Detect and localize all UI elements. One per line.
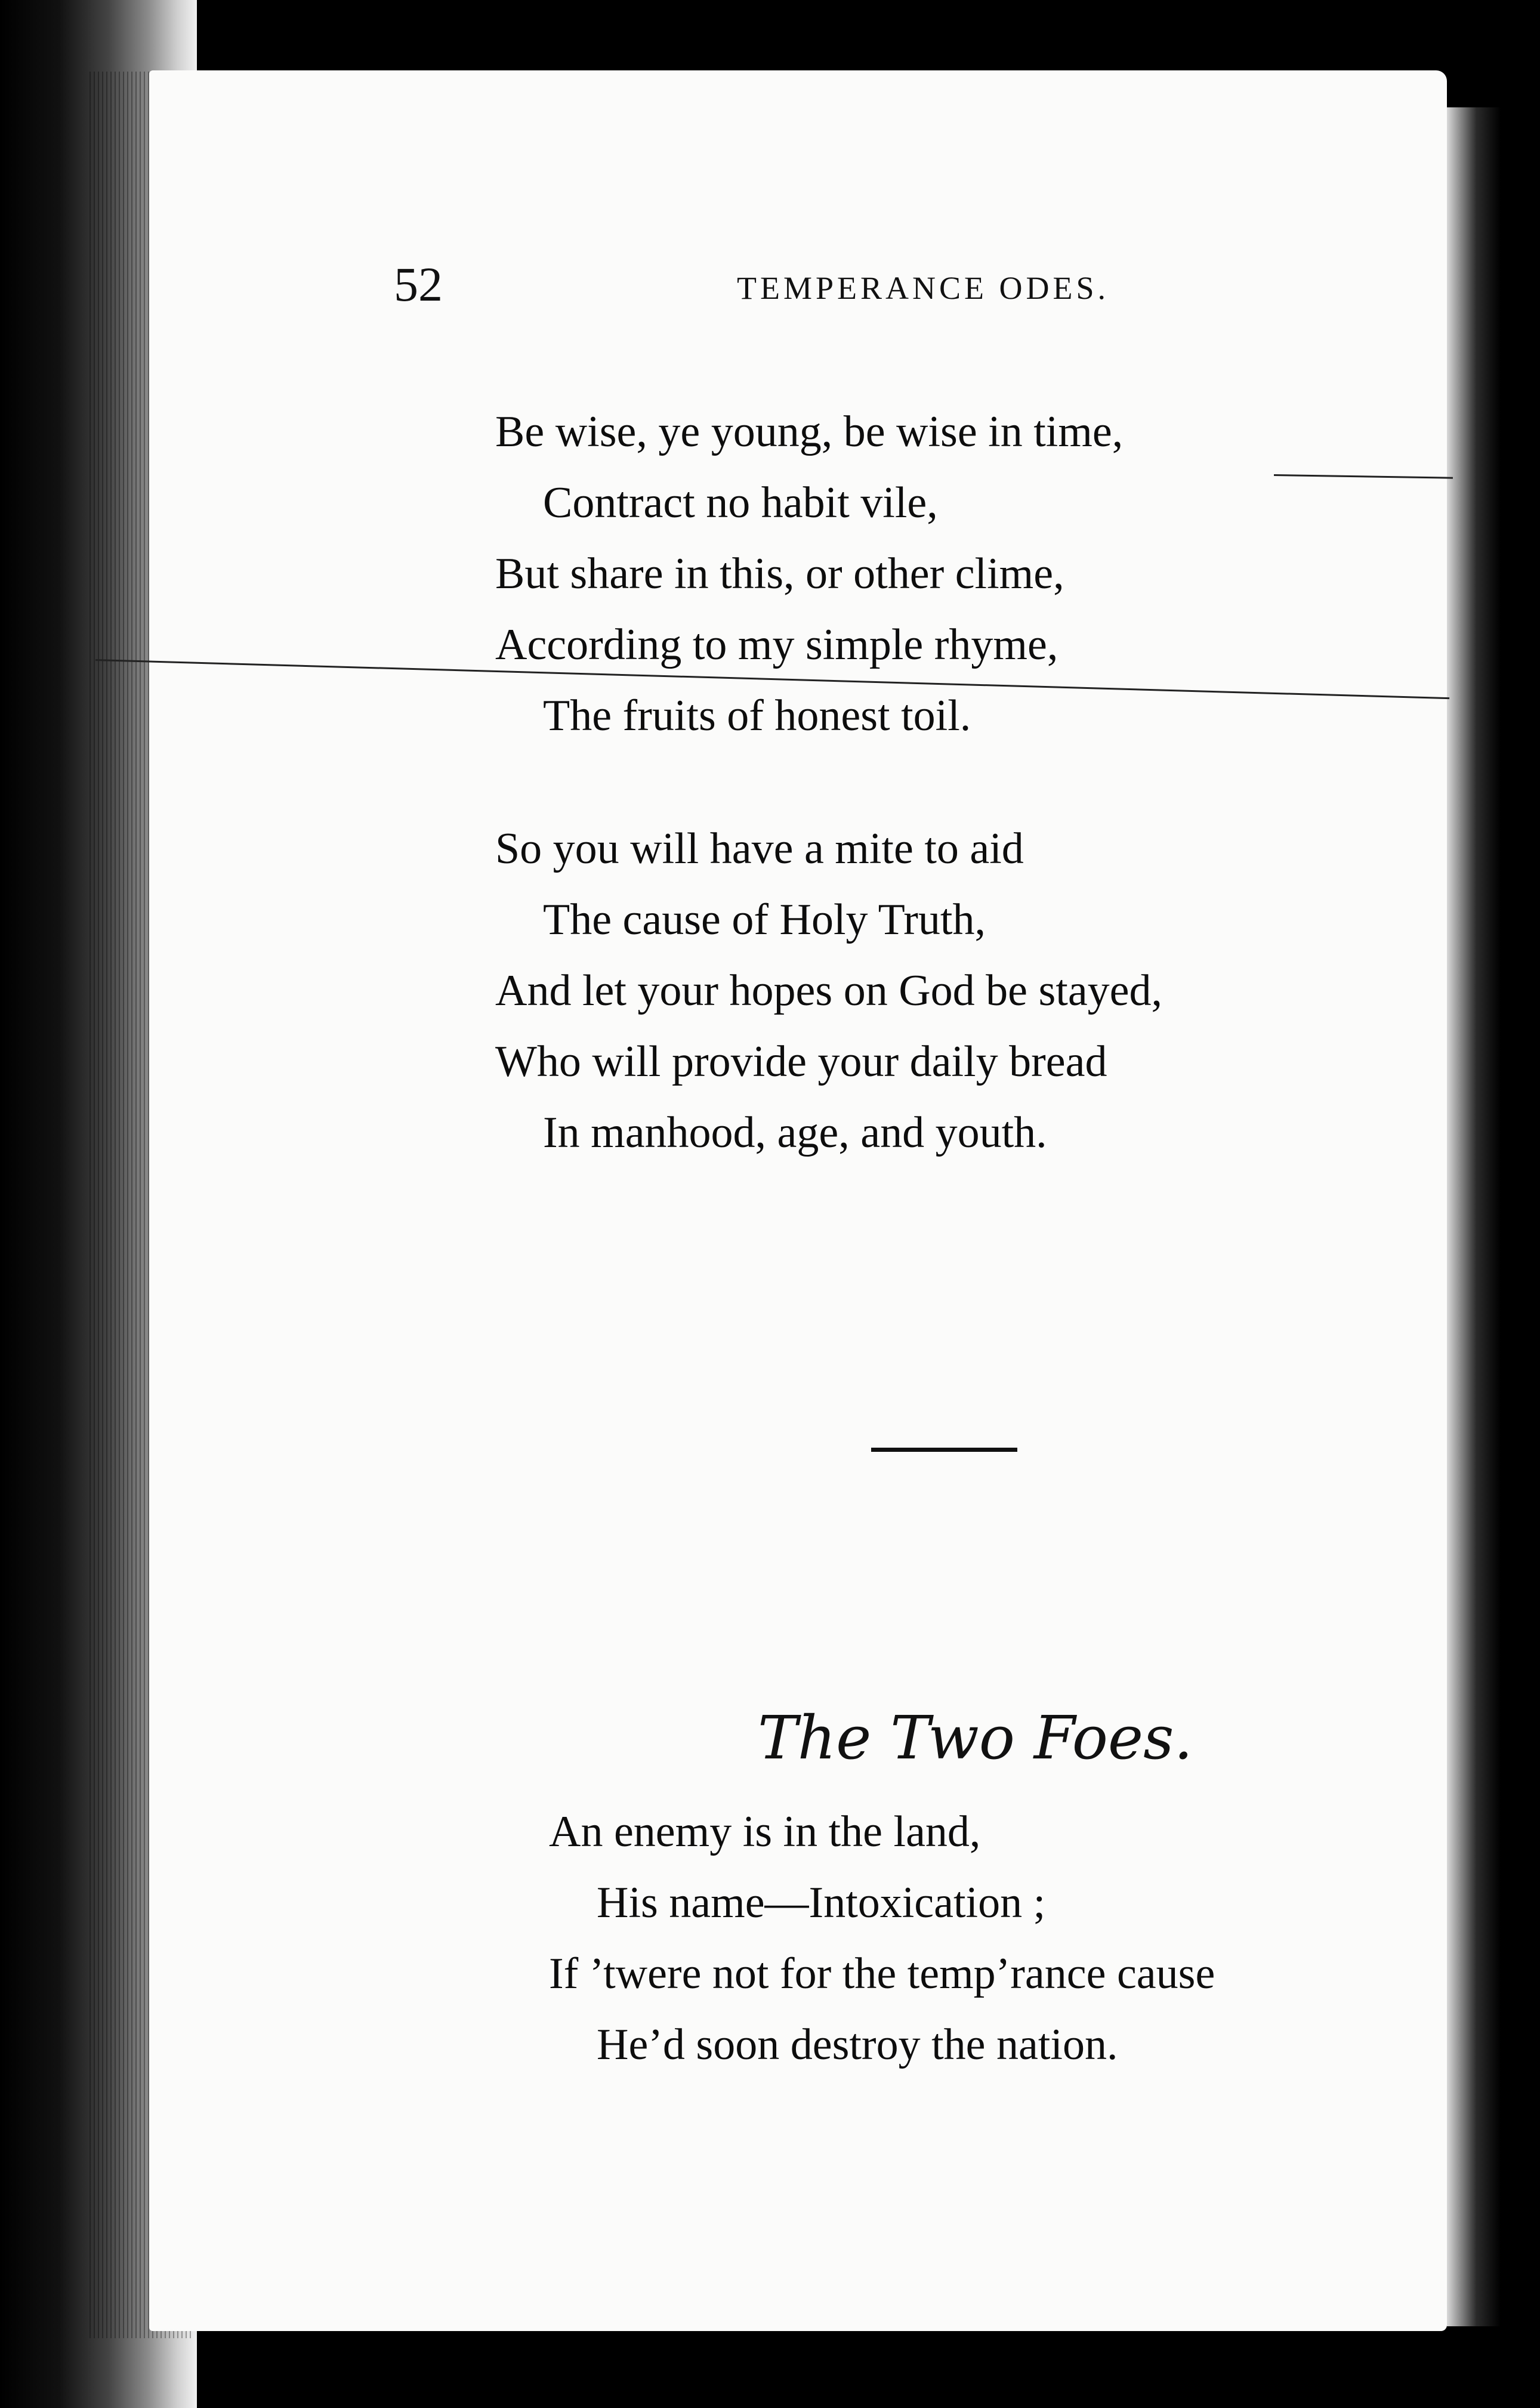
verse-line: If ’twere not for the temp’rance cause — [549, 1949, 1215, 1998]
verse-line: So you will have a mite to aid — [495, 824, 1024, 873]
verse-line: But share in this, or other clime, — [495, 549, 1064, 598]
verse-line: According to my simple rhyme, — [495, 620, 1058, 669]
poem-first — [495, 397, 1162, 1231]
verse-line: He’d soon destroy the nation. — [597, 2020, 1118, 2069]
verse-line: The cause of Holy Truth, — [543, 895, 986, 944]
verse-line: In manhood, age, and youth. — [543, 1108, 1047, 1157]
verse-line: Be wise, ye young, be wise in time, — [495, 407, 1124, 456]
page-number: 52 — [394, 257, 443, 311]
poem-second — [549, 1797, 1215, 2143]
running-title: TEMPERANCE ODES. — [737, 270, 1110, 306]
stanza — [549, 1797, 1215, 2081]
page-edge — [1447, 107, 1501, 2326]
verse-line: And let your hopes on God be stayed, — [495, 966, 1163, 1015]
verse-line: An enemy is in the land, — [549, 1807, 981, 1856]
verse-line: The fruits of honest toil. — [543, 691, 971, 740]
poem-title: The Two Foes. — [758, 1703, 1193, 1773]
verse-line: Contract no habit vile, — [543, 478, 938, 527]
page-header — [394, 256, 1169, 322]
verse-line: His name—Intoxication ; — [597, 1878, 1046, 1927]
stanza — [495, 814, 1162, 1169]
stanza — [495, 397, 1162, 752]
verse-line: Who will provide your daily bread — [495, 1037, 1107, 1086]
section-divider — [871, 1448, 1017, 1452]
